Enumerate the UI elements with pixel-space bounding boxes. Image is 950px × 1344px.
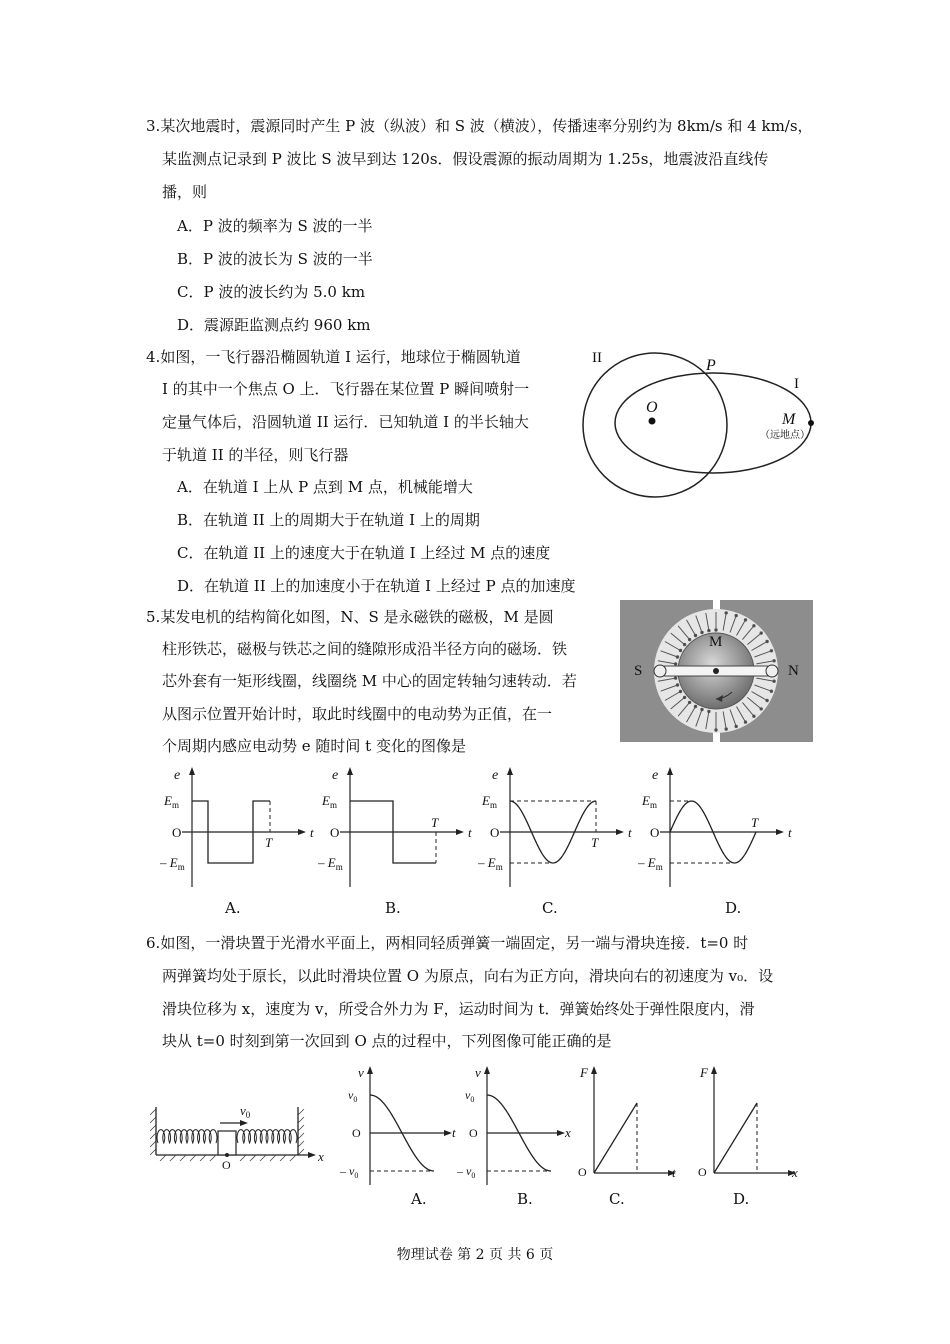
field-arrowhead [773,680,775,682]
label-origin: O [490,825,500,840]
field-arrowhead [679,649,681,651]
line-f-x [714,1103,757,1173]
axis-label-x: x [792,1165,798,1180]
axis-label-e: e [174,768,181,783]
f-axis-arrow [711,1066,717,1074]
label-point-m: M [782,411,796,428]
label-neg-em: – $E_m$ [318,855,343,872]
right-wall-hatch [298,1109,304,1155]
e-axis-arrow [667,767,673,775]
q5-choice-a: A. [225,899,241,917]
label-x: x [318,1149,324,1164]
label-period-t: T [431,815,439,830]
t-axis-arrow [444,1130,452,1136]
q6-choice-d: D. [733,1190,750,1208]
label-v0: $v_0$ [240,1103,251,1120]
q5-choice-c: C. [542,899,558,917]
orbit-figure [580,340,820,505]
field-arrowhead [715,629,717,631]
coil-left-end [654,665,666,677]
field-arrowhead [770,650,772,652]
q3-option-c: C．P 波的波长约为 5.0 km [177,283,366,301]
q6-choice-b: B. [517,1190,533,1208]
x-axis-arrow [308,1152,316,1158]
label-em: $E_m$ [482,793,497,810]
q4-option-a: A．在轨道 I 上从 P 点到 M 点，机械能增大 [177,478,473,496]
e-axis-arrow [347,767,353,775]
q3-stem-line2: 某监测点记录到 P 波比 S 波早到达 120s．假设震源的振动周期为 1.25s，地震波沿直线传 [162,150,769,168]
field-arrowhead [674,663,676,665]
axis-label-t: t [310,825,314,840]
label-pole-n: N [788,663,799,679]
label-origin: O [469,1126,478,1140]
label-origin: O [330,825,340,840]
label-origin: O [578,1165,587,1179]
q5-graph-a [160,765,320,890]
axis-label-f: F [580,1065,588,1080]
label-em: $E_m$ [164,793,179,810]
axis-label-v: v [358,1065,364,1080]
t-axis-arrow [298,829,306,835]
t-axis-arrow [776,829,784,835]
left-spring [157,1130,217,1143]
field-arrowhead [753,715,755,717]
axis-label-x: x [565,1125,571,1140]
field-arrowhead [735,725,737,727]
label-origin: O [650,825,660,840]
line-f-t [594,1103,637,1173]
q6-graph-a [338,1063,463,1188]
axis-label-f: F [700,1065,708,1080]
q4-option-b: B．在轨道 II 上的周期大于在轨道 I 上的周期 [177,511,480,529]
q4-stem-line3: 定量气体后，沿圆轨道 II 运行．已知轨道 I 的半长轴大 [162,413,529,431]
q5-stem-line5: 个周期内感应电动势 e 随时间 t 变化的图像是 [162,737,466,755]
label-origin: O [172,825,182,840]
label-origin: O [352,1126,361,1140]
q6-stem-line3: 滑块位移为 x，速度为 v，所受合外力为 F，运动时间为 t．弹簧始终处于弹性限度内，滑 [162,1000,755,1018]
field-arrowhead [715,729,717,731]
axis-label-t: t [628,825,632,840]
field-arrowhead [683,643,685,645]
spring-slider-figure [150,1095,330,1170]
axis-dot [713,668,719,674]
label-apogee: （远地点） [760,430,810,441]
v-axis-arrow [484,1066,490,1074]
field-arrowhead [735,614,737,616]
velocity-arrowhead [240,1120,248,1126]
field-arrowhead [701,631,703,633]
label-core-m: M [709,634,723,650]
field-arrowhead [753,625,755,627]
page-footer: 物理试卷 第 2 页 共 6 页 [396,1247,554,1263]
q3-option-b: B．P 波的波长为 S 波的一半 [177,250,373,268]
q3-stem-line1: 3.某次地震时，震源同时产生 P 波（纵波）和 S 波（横波），传播速率分别约为 8km/s 和 4 km/s， [146,117,813,135]
axis-label-e: e [492,768,499,783]
field-arrowhead [674,677,676,679]
label-orbit-ii: II [592,350,602,366]
q4-stem-line1: 4.如图，一飞行器沿椭圆轨道 I 运行，地球位于椭圆轨道 [146,348,521,366]
q5-stem-line2: 柱形铁芯，磁极与铁芯之间的缝隙形成沿半径方向的磁场．铁 [162,640,568,658]
axis-label-t: t [788,825,792,840]
label-em: $E_m$ [322,793,337,810]
q5-graph-d [638,765,798,890]
q6-choice-c: C. [609,1190,625,1208]
field-arrowhead [766,699,768,701]
label-em: $E_m$ [642,793,657,810]
label-origin: O [698,1165,707,1179]
v-axis-arrow [367,1066,373,1074]
label-neg-v0: – $v_0$ [340,1164,359,1180]
q6-stem-line4: 块从 t=0 时刻到第一次回到 O 点的过程中，下列图像可能正确的是 [162,1032,612,1050]
label-neg-em: – $E_m$ [638,855,663,872]
axis-label-e: e [652,768,659,783]
field-arrowhead [708,710,710,712]
q4-option-d: D．在轨道 II 上的加速度小于在轨道 I 上经过 P 点的加速度 [177,577,576,595]
field-arrowhead [676,656,678,658]
q6-graph-b [455,1063,580,1188]
t-axis-arrow [616,829,624,835]
earth-focus-dot [649,418,656,425]
t-axis-arrow [456,829,464,835]
q5-choice-d: D. [725,899,742,917]
field-arrowhead [694,705,696,707]
q6-choice-a: A. [411,1190,427,1208]
x-axis-arrow [557,1130,565,1136]
origin-dot [225,1153,229,1157]
axis-label-v: v [475,1065,481,1080]
label-v0: $v_0$ [348,1088,358,1104]
left-wall-hatch [150,1109,156,1155]
axis-label-e: e [332,768,339,783]
label-neg-em: – $E_m$ [160,855,185,872]
field-arrowhead [725,612,727,614]
field-arrowhead [760,708,762,710]
label-period-t: T [751,815,759,830]
q3-option-d: D．震源距监测点约 960 km [177,316,371,334]
q3-stem-line3: 播，则 [162,183,208,201]
label-point-o: O [646,399,658,416]
field-arrowhead [744,721,746,723]
q5-choice-b: B. [385,899,401,917]
field-arrowhead [679,690,681,692]
slider-block [218,1131,236,1155]
q5-stem-line1: 5.某发电机的结构简化如图，N、S 是永磁铁的磁极，M 是圆 [146,608,554,626]
q5-stem-line3: 芯外套有一矩形线圈，线圈绕 M 中心的固定转轴匀速转动．若 [162,672,577,690]
field-arrowhead [688,638,690,640]
q6-stem-line1: 6.如图，一滑块置于光滑水平面上，两相同轻质弹簧一端固定，另一端与滑块连接．t=0 时 [146,934,749,952]
q5-graph-c [478,765,638,890]
field-arrowhead [760,632,762,634]
q5-graph-b [318,765,478,890]
q4-stem-line4: 于轨道 II 的半径，则飞行器 [162,446,349,464]
field-arrowhead [770,690,772,692]
q6-graph-c [570,1063,690,1188]
circular-orbit-ii [583,353,727,497]
right-spring [237,1130,297,1143]
field-arrowhead [683,696,685,698]
label-orbit-i: I [794,376,799,392]
field-arrowhead [688,701,690,703]
apogee-dot [808,420,814,426]
label-point-p: P [706,357,716,374]
f-axis-arrow [591,1066,597,1074]
q6-stem-line2: 两弹簧均处于原长，以此时滑块位置 O 为原点，向右为正方向，滑块向右的初速度为 v₀．设 [162,967,774,985]
q5-stem-line4: 从图示位置开始计时，取此时线圈中的电动势为正值，在一 [162,705,553,723]
field-arrowhead [676,684,678,686]
coil-right-end [766,665,778,677]
e-axis-arrow [189,767,195,775]
label-v0: $v_0$ [465,1088,475,1104]
generator-figure [620,600,813,742]
axis-label-t: t [672,1165,676,1180]
q6-graph-d [690,1063,810,1188]
field-arrowhead [773,660,775,662]
e-axis-arrow [507,767,513,775]
field-arrowhead [701,708,703,710]
q3-option-a: A．P 波的频率为 S 波的一半 [177,217,373,235]
q4-stem-line2: I 的其中一个焦点 O 上．飞行器在某位置 P 瞬间喷射一 [162,380,530,398]
label-neg-em: – $E_m$ [478,855,503,872]
field-arrowhead [744,619,746,621]
label-pole-s: S [634,663,643,679]
field-arrowhead [725,728,727,730]
q4-option-c: C．在轨道 II 上的速度大于在轨道 I 上经过 M 点的速度 [177,544,551,562]
label-origin-o: O [222,1158,231,1170]
axis-label-t: t [468,825,472,840]
label-neg-v0: – $v_0$ [457,1164,476,1180]
field-arrowhead [694,634,696,636]
label-period-t: T [591,835,599,850]
label-period-t: T [265,835,273,850]
field-arrowhead [708,629,710,631]
field-arrowhead [766,640,768,642]
axis-label-t: t [452,1125,456,1140]
